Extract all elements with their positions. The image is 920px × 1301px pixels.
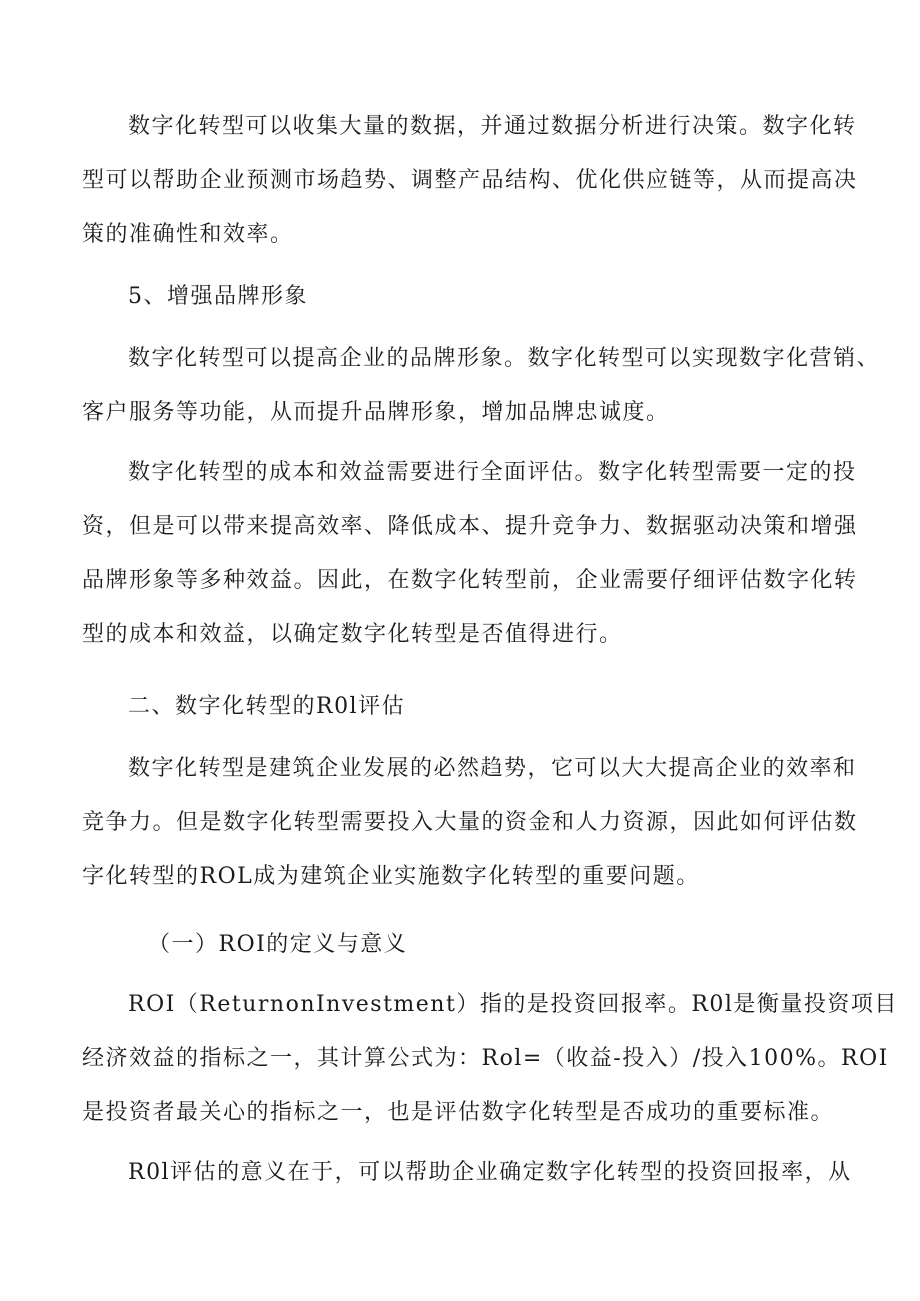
paragraph-line: 数字化转型是建筑企业发展的必然趋势，它可以大大提高企业的效率和 [128, 756, 857, 781]
paragraph-line: 是投资者最关心的指标之一，也是评估数字化转型是否成功的重要标准。 [82, 1100, 835, 1125]
paragraph-line: 型可以帮助企业预测市场趋势、调整产品结构、优化供应链等，从而提高决 [82, 168, 858, 193]
paragraph-line: 资，但是可以带来提高效率、降低成本、提升竞争力、数据驱动决策和增强 [82, 514, 858, 539]
paragraph-line: 策的准确性和效率。 [82, 222, 294, 247]
paragraph-cost-benefit [82, 446, 858, 662]
paragraph-line: 数字化转型可以收集大量的数据，并通过数据分析进行决策。数字化转 [128, 114, 857, 139]
heading-text: 5、增强品牌形象 [128, 284, 308, 309]
section-heading-brand-image [82, 270, 842, 324]
paragraph-line: 数字化转型可以提高企业的品牌形象。数字化转型可以实现数字化营销、 [128, 346, 881, 371]
paragraph-line: 竞争力。但是数字化转型需要投入大量的资金和人力资源，因此如何评估数 [82, 810, 858, 835]
paragraph-line: 字化转型的ROL成为建筑企业实施数字化转型的重要问题。 [82, 864, 700, 889]
paragraph-line: R0l评估的意义在于，可以帮助企业确定数字化转型的投资回报率，从 [128, 1160, 852, 1185]
paragraph-line: 品牌形象等多种效益。因此，在数字化转型前，企业需要仔细评估数字化转 [82, 568, 858, 593]
paragraph-line: 型的成本和效益，以确定数字化转型是否值得进行。 [82, 622, 623, 647]
section-heading-roi-evaluation [82, 680, 842, 734]
paragraph-roi-intro [82, 742, 858, 904]
heading-text: 二、数字化转型的R0l评估 [128, 694, 406, 719]
paragraph-line: 客户服务等功能，从而提升品牌形象，增加品牌忠诚度。 [82, 400, 670, 425]
paragraph-roi-significance [82, 1146, 852, 1200]
heading-text: （一）ROI的定义与意义 [148, 932, 408, 957]
paragraph-line: 数字化转型的成本和效益需要进行全面评估。数字化转型需要一定的投 [128, 460, 857, 485]
paragraph-line: ROI（ReturnonInvestment）指的是投资回报率。R0l是衡量投资项目 [128, 992, 898, 1017]
paragraph-data-decision [82, 100, 858, 262]
subsection-heading-roi-definition [82, 918, 842, 972]
paragraph-brand-image [82, 332, 881, 440]
paragraph-roi-definition [82, 978, 898, 1140]
paragraph-line: 经济效益的指标之一，其计算公式为：Rol=（收益-投入）/投入100%。ROI [82, 1046, 889, 1071]
